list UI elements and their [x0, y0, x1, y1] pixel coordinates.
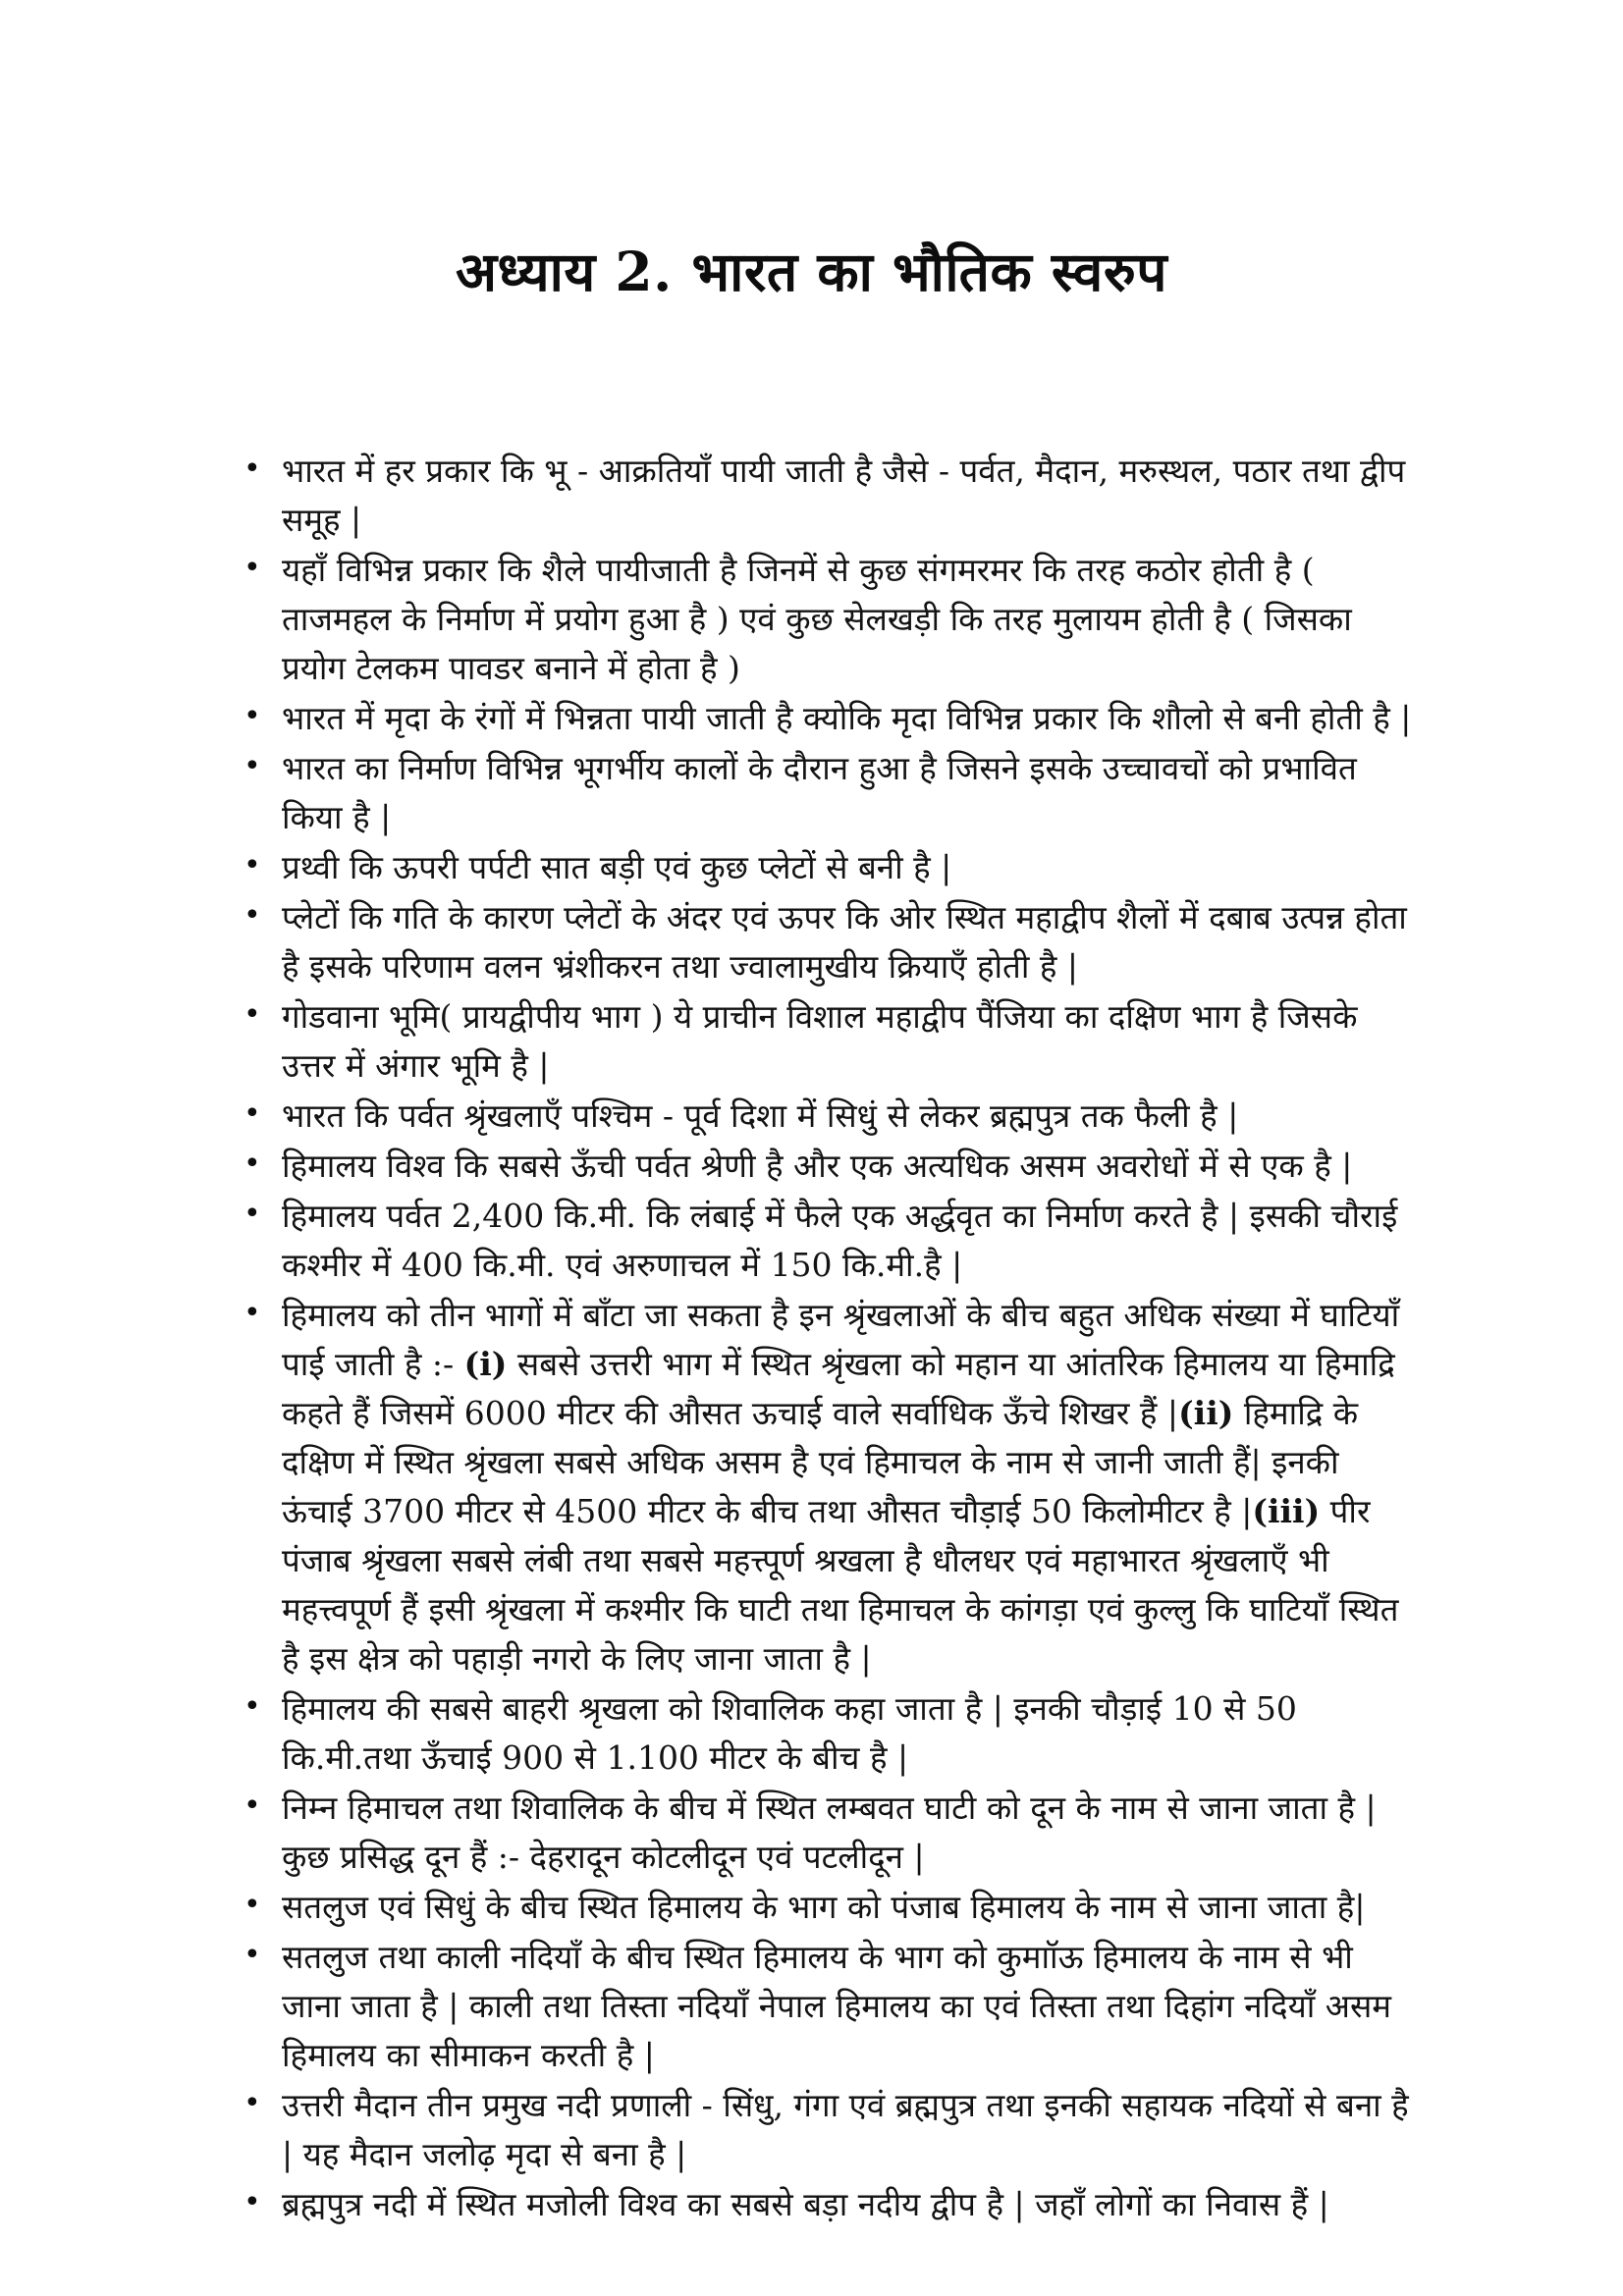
bullet-marker: • — [243, 1788, 261, 1823]
list-item-text: हिमालय की सबसे बाहरी श्रृखला को शिवालिक कहा जाता है | इनकी चौड़ाई 10 से 50 कि.मी.तथा ऊँचाई 900 से 1.100 मीटर के बीच है | — [282, 1688, 1297, 1777]
list-item — [243, 447, 1414, 545]
list-item-text: सतलुज एवं सिधुं के बीच स्थित हिमालय के भाग को पंजाब हिमालय के नाम से जाना जाता है| — [282, 1887, 1366, 1926]
list-item-text: निम्न हिमाचल तथा शिवालिक के बीच में स्थित लम्बवत घाटी को दून के नाम से जाना जाता है | कुछ प्रसिद्ध दून हैं :- देहरादून कोटलीदून एवं पटलीदून | — [282, 1788, 1377, 1876]
list-item-text: भारत का निर्माण विभिन्न भूगर्भीय कालों के दौरान हुआ है जिसने इसके उच्चावचों को प्रभावित किया है | — [282, 748, 1357, 836]
list-item-text: गोडवाना भूमि( प्रायद्वीपीय भाग ) ये प्राचीन विशाल महाद्वीप पैंजिया का दक्षिण भाग है जिसके उत्तर में अंगार भूमि है | — [282, 996, 1358, 1085]
bullet-marker: • — [243, 996, 261, 1032]
list-item — [243, 992, 1414, 1091]
list-item-text: यहाँ विभिन्न प्रकार कि शैले पायीजाती है जिनमें से कुछ संगमरमर कि तरह कठोर होती है ( ताजमहल के निर्माण में प्रयोग हुआ है ) एवं कुछ सेलखड़ी कि तरह मुलायम होती है ( जिसका प्रयोग टेलकम पावडर बनाने में होता है ) — [282, 550, 1352, 687]
list-item — [243, 2081, 1414, 2179]
list-item — [243, 893, 1414, 991]
bullet-marker: • — [243, 897, 261, 933]
list-item-text: हिमालय विश्व कि सबसे ऊँची पर्वत श्रेणी है और एक अत्यधिक असम अवरोधों में से एक है | — [282, 1146, 1353, 1185]
bullet-marker: • — [243, 698, 261, 733]
bullet-marker: • — [243, 550, 261, 585]
list-item — [243, 1784, 1414, 1882]
bullet-marker: • — [243, 451, 261, 486]
list-item-text: प्रथ्वी कि ऊपरी पर्पटी सात बड़ी एवं कुछ प्लेटों से बनी है | — [282, 847, 952, 886]
bullet-marker: • — [243, 1937, 261, 1972]
bullet-marker: • — [243, 748, 261, 783]
list-item-text: भारत में हर प्रकार कि भू - आक्रतियाँ पायी जाती है जैसे - पर्वत, मैदान, मरुस्थल, पठार तथा द्वीप समूह | — [282, 451, 1406, 539]
list-item — [243, 1192, 1414, 1290]
list-item-text: भारत में मृदा के रंगों में भिन्नता पायी जाती है क्योकि मृदा विभिन्न प्रकार कि शौलो से बनी होती है | — [282, 698, 1412, 737]
bullet-marker: • — [243, 1688, 261, 1724]
bullet-marker: • — [243, 2085, 261, 2120]
list-item — [243, 546, 1414, 693]
bullet-marker: • — [243, 847, 261, 882]
list-item — [243, 1933, 1414, 2080]
list-item-text: उत्तरी मैदान तीन प्रमुख नदी प्रणाली - सिंधु, गंगा एवं ब्रह्मपुत्र तथा इनकी सहायक नदियों से बना है | यह मैदान जलोढ़ मृदा से बना है | — [282, 2085, 1409, 2173]
list-item-text: भारत कि पर्वत श्रृंखलाएँ पश्चिम - पूर्व दिशा में सिधुं से लेकर ब्रह्मपुत्र तक फैली है | — [282, 1095, 1239, 1135]
list-item — [243, 1092, 1414, 1141]
list-item — [243, 744, 1414, 842]
bullet-marker: • — [243, 1146, 261, 1181]
list-item-text: सतलुज तथा काली नदियाँ के बीच स्थित हिमालय के भाग को कुमाॉऊ हिमालय के नाम से भी जाना जाता है | काली तथा तिस्ता नदियाँ नेपाल हिमालय का एवं तिस्ता तथा दिहांग नदियाँ असम हिमालय का सीमाकन करती है | — [282, 1937, 1392, 2074]
list-item-text: हिमालय को तीन भागों में बाँटा जा सकता है इन श्रृंखलाओं के बीच बहुत अधिक संख्या में घाटियाँ पाई जाती है :- (i) सबसे उत्तरी भाग में स्थित श्रृंखला को महान या आंतरिक हिमालय या हिमाद्रि कहते हैं जिसमें 6000 मीटर की औसत ऊचाई वाले सर्वाधिक ऊँचे शिखर हैं |(ii) हिमाद्रि के दक्षिण में स्थित श्रृंखला सबसे अधिक असम है एवं हिमाचल के नाम से जानी जाती हैं| इनकी ऊंचाई 3700 मीटर से 4500 मीटर के बीच तथा औसत चौड़ाई 50 किलोमीटर है |(iii) पीर पंजाब श्रृंखला सबसे लंबी तथा सबसे महत्त्पूर्ण श्रखला है धौलधर एवं महाभारत श्रृंखलाएँ भी महत्त्वपूर्ण हैं इसी श्रृंखला में कश्मीर कि घाटी तथा हिमाचल के कांगड़ा एवं कुल्लु कि घाटियाँ स्थित है इस क्षेत्र को पहाड़ी नगरो के लिए जाना जाता है | — [282, 1295, 1400, 1678]
list-item — [243, 1142, 1414, 1191]
list-item — [243, 2180, 1414, 2229]
bullet-marker: • — [243, 2184, 261, 2219]
list-item — [243, 1291, 1414, 1683]
list-item — [243, 843, 1414, 892]
bullet-marker: • — [243, 1295, 261, 1330]
bullet-marker: • — [243, 1196, 261, 1231]
list-item — [243, 1883, 1414, 1932]
list-item — [243, 694, 1414, 743]
page-title: अध्याय 2. भारत का भौतिक स्वरुप — [456, 240, 1167, 303]
bullet-marker: • — [243, 1095, 261, 1131]
list-item-text: ब्रह्मपुत्र नदी में स्थित मजोली विश्व का सबसे बड़ा नदीय द्वीप है | जहाँ लोगों का निवास हैं | — [282, 2184, 1329, 2223]
list-item — [243, 1684, 1414, 1783]
bullet-marker: • — [243, 1887, 261, 1922]
list-item-text: हिमालय पर्वत 2,400 कि.मी. कि लंबाई में फैले एक अर्द्धवृत का निर्माण करते है | इसकी चौराई कश्मीर में 400 कि.मी. एवं अरुणाचल में 150 कि.मी.है | — [282, 1196, 1398, 1284]
list-item-text: प्लेटों कि गति के कारण प्लेटों के अंदर एवं ऊपर कि ओर स्थित महाद्वीप शैलों में दबाब उत्पन्न होता है इसके परिणाम वलन भ्रंशीकरन तथा ज्वालामुखीय क्रियाएँ होती है | — [282, 897, 1407, 986]
bullet-list — [243, 447, 1414, 2229]
